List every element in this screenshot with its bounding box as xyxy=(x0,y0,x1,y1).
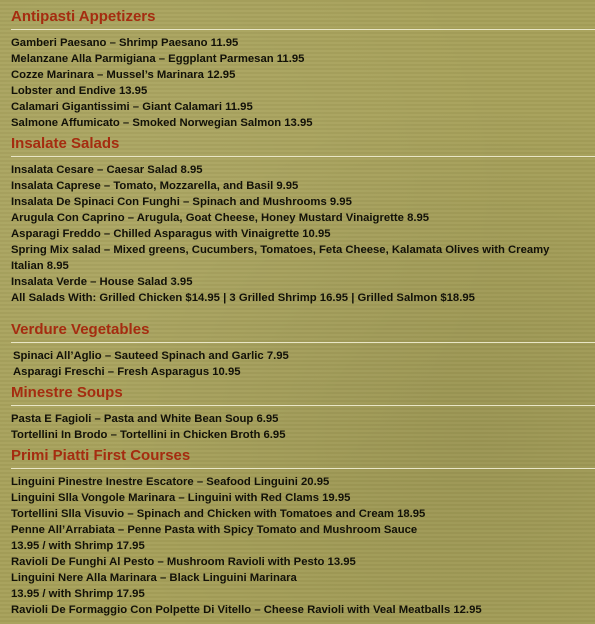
menu-item: 13.95 / with Shrimp 17.95 xyxy=(11,588,145,600)
section-insalate xyxy=(0,131,595,306)
section-minestre xyxy=(0,380,595,443)
menu-item: Penne All’Arrabiata – Penne Pasta with Spicy Tomato and Mushroom Sauce xyxy=(11,524,418,536)
menu-item: Arugula Con Caprino – Arugula, Goat Cheese, Honey Mustard Vinaigrette 8.95 xyxy=(11,212,430,224)
section-verdure xyxy=(0,306,595,380)
menu-item: Linguini Pinestre Inestre Escatore – Seafood Linguini 20.95 xyxy=(11,476,330,488)
section-title-insalate: Insalate Salads xyxy=(11,135,120,152)
menu-item: Insalata Verde – House Salad 3.95 xyxy=(11,276,193,288)
menu-item: Ravioli De Funghi Al Pesto – Mushroom Ravioli with Pesto 13.95 xyxy=(11,556,356,568)
menu-item: Insalata De Spinaci Con Funghi – Spinach and Mushrooms 9.95 xyxy=(11,196,352,208)
menu-item: All Salads With: Grilled Chicken $14.95 | 3 Grilled Shrimp 16.95 | Grilled Salmon $18.95 xyxy=(11,292,475,304)
section-divider xyxy=(11,342,595,343)
section-divider xyxy=(11,156,595,157)
menu-item: Gamberi Paesano – Shrimp Paesano 11.95 xyxy=(11,37,239,49)
menu-item: Insalata Cesare – Caesar Salad 8.95 xyxy=(11,164,203,176)
menu-item: Linguini Slla Vongole Marinara – Linguini with Red Clams 19.95 xyxy=(11,492,351,504)
menu-list-antipasti xyxy=(0,35,595,131)
menu-item: Insalata Caprese – Tomato, Mozzarella, and Basil 9.95 xyxy=(11,180,299,192)
menu-list-primi-piatti xyxy=(0,474,595,618)
section-divider xyxy=(11,29,595,30)
menu-item: Spring Mix salad – Mixed greens, Cucumbers, Tomatoes, Feta Cheese, Kalamata Olives with Creamy xyxy=(11,244,550,256)
menu-item: Asparagi Freddo – Chilled Asparagus with Vinaigrette 10.95 xyxy=(11,228,331,240)
menu-item: Ravioli De Formaggio Con Polpette Di Vitello – Cheese Ravioli with Veal Meatballs 12.95 xyxy=(11,604,482,616)
section-title-primi-piatti: Primi Piatti First Courses xyxy=(11,447,191,464)
menu-item: Melanzane Alla Parmigiana – Eggplant Parmesan 11.95 xyxy=(11,53,305,65)
section-title-antipasti: Antipasti Appetizers xyxy=(11,8,156,25)
menu-item: Salmone Affumicato – Smoked Norwegian Salmon 13.95 xyxy=(11,117,313,129)
menu-list-minestre xyxy=(0,411,595,443)
menu-item: Asparagi Freschi – Fresh Asparagus 10.95 xyxy=(13,366,241,378)
section-title-minestre: Minestre Soups xyxy=(11,384,123,401)
section-primi-piatti xyxy=(0,443,595,618)
menu-item: Lobster and Endive 13.95 xyxy=(11,85,148,97)
menu-item: Spinaci All’Aglio – Sauteed Spinach and Garlic 7.95 xyxy=(13,350,289,362)
menu-item: Cozze Marinara – Mussel’s Marinara 12.95 xyxy=(11,69,236,81)
menu-item: Linguini Nere Alla Marinara – Black Linguini Marinara xyxy=(11,572,297,584)
menu-item: Italian 8.95 xyxy=(11,260,69,272)
menu-list-verdure xyxy=(0,348,595,380)
section-antipasti xyxy=(0,0,595,131)
menu-item: Calamari Gigantissimi – Giant Calamari 11.95 xyxy=(11,101,253,113)
section-divider xyxy=(11,468,595,469)
menu-item: Tortellini In Brodo – Tortellini in Chicken Broth 6.95 xyxy=(11,429,286,441)
menu-list-insalate xyxy=(0,162,595,306)
menu-item: Pasta E Fagioli – Pasta and White Bean Soup 6.95 xyxy=(11,413,279,425)
menu-item: Tortellini Slla Visuvio – Spinach and Chicken with Tomatoes and Cream 18.95 xyxy=(11,508,426,520)
section-title-verdure: Verdure Vegetables xyxy=(11,321,150,338)
menu-item: 13.95 / with Shrimp 17.95 xyxy=(11,540,145,552)
section-divider xyxy=(11,405,595,406)
